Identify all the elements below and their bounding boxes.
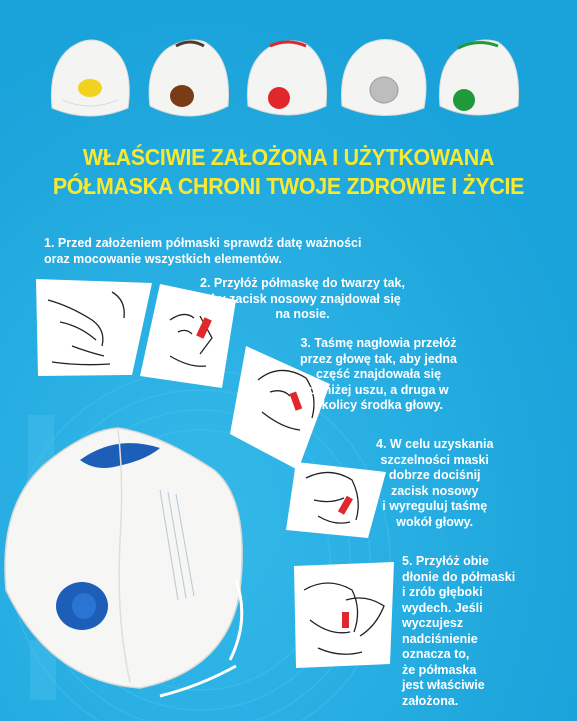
step-5-illustration [294, 562, 394, 668]
step-4-line: i wyreguluj taśmę [382, 499, 488, 513]
step-3-line: część znajdowała się [315, 367, 442, 381]
step-5-line: oznacza to, [402, 647, 470, 661]
title-line-1: WŁAŚCIWIE ZAŁOŻONA I UŻYTKOWANA [82, 144, 495, 170]
step-5-line: i zrób głęboki [402, 585, 483, 599]
step-4-line: 4. W celu uzyskania [376, 437, 494, 451]
step-2-line: na nosie. [275, 307, 330, 321]
step-5-line: 5. Przyłóż obie [402, 554, 489, 568]
step-5-line: że półmaska [402, 662, 477, 677]
step-4-text [376, 437, 493, 530]
step-3-line: okolicy środka głowy. [314, 398, 443, 412]
step-2-line: 2. Przyłóż półmaskę do twarzy tak, [200, 276, 405, 290]
step-5-line: dłonie do półmaski [402, 569, 516, 584]
title-line-2: PÓŁMASKA CHRONI TWOJE ZDROWIE I ŻYCIE [52, 173, 525, 199]
step-4-line: szczelności maski [380, 452, 489, 467]
step-3-line: poniżej uszu, a druga w [308, 382, 449, 397]
step-5-line: założona. [402, 693, 459, 708]
mask-blue-valve-icon [0, 420, 280, 720]
step-1-illustration [36, 279, 152, 376]
step-4-line: zacisk nosowy [390, 483, 479, 498]
step-5-text [402, 554, 515, 709]
step-4-line: wokół głowy. [396, 514, 474, 529]
step-1-text [44, 236, 361, 267]
step-3-line: 3. Taśmę nagłowia przełóż [300, 336, 457, 350]
step-4-line: dobrze dociśnij [388, 468, 481, 482]
step-5-line: wyczujesz [402, 616, 464, 630]
step-3-text [300, 336, 457, 414]
step-2-line: aby zacisk nosowy znajdował się [204, 291, 401, 306]
step-5-line: nadciśnienie [402, 631, 478, 646]
step-4-illustration [286, 462, 386, 538]
step-3-line: przez głowę tak, aby jedna [300, 351, 457, 366]
step-1-line: 1. Przed założeniem półmaski sprawdź datę ważności [44, 236, 362, 250]
step-1-line: oraz mocowanie wszystkich elementów. [44, 251, 282, 266]
step-2-text [200, 276, 405, 323]
step-5-line: jest właściwie [402, 678, 485, 692]
step-5-line: wydech. Jeśli [402, 600, 483, 615]
